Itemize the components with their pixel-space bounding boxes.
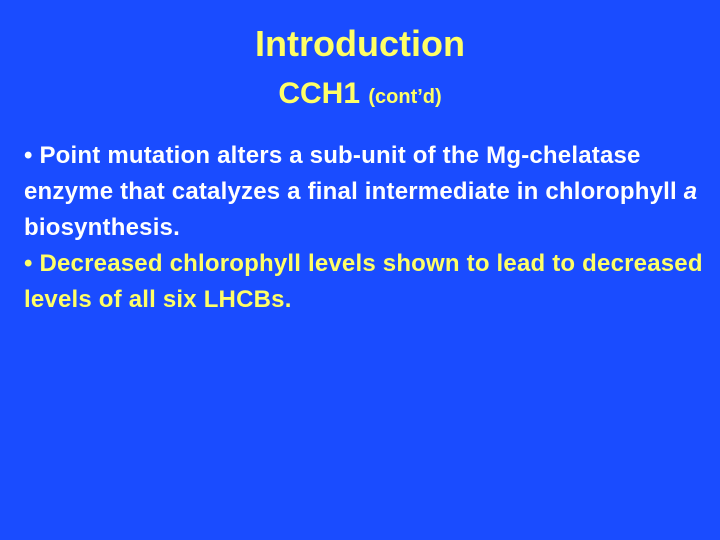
bullet-1-text-after: biosynthesis.	[24, 214, 180, 241]
bullet-2	[24, 246, 704, 318]
bullet-2-text: Decreased chlorophyll levels shown to lead to decreased levels of all six LHCBs.	[24, 250, 703, 313]
slide-subtitle	[0, 74, 720, 117]
slide-body	[24, 138, 704, 318]
bullet-1	[24, 138, 704, 246]
bullet-marker-1: •	[24, 142, 33, 169]
slide-title: Introduction	[255, 23, 465, 64]
bullet-marker-2: •	[24, 250, 33, 277]
subtitle-note: (cont’d)	[368, 86, 442, 108]
bullet-1-text-before: Point mutation alters a sub-unit of the Mg-chelatase enzyme that catalyzes a final intermediate in chlorophyll	[24, 142, 684, 205]
subtitle-main: CCH1	[278, 77, 361, 110]
bullet-1-emphasis: a	[683, 178, 698, 205]
